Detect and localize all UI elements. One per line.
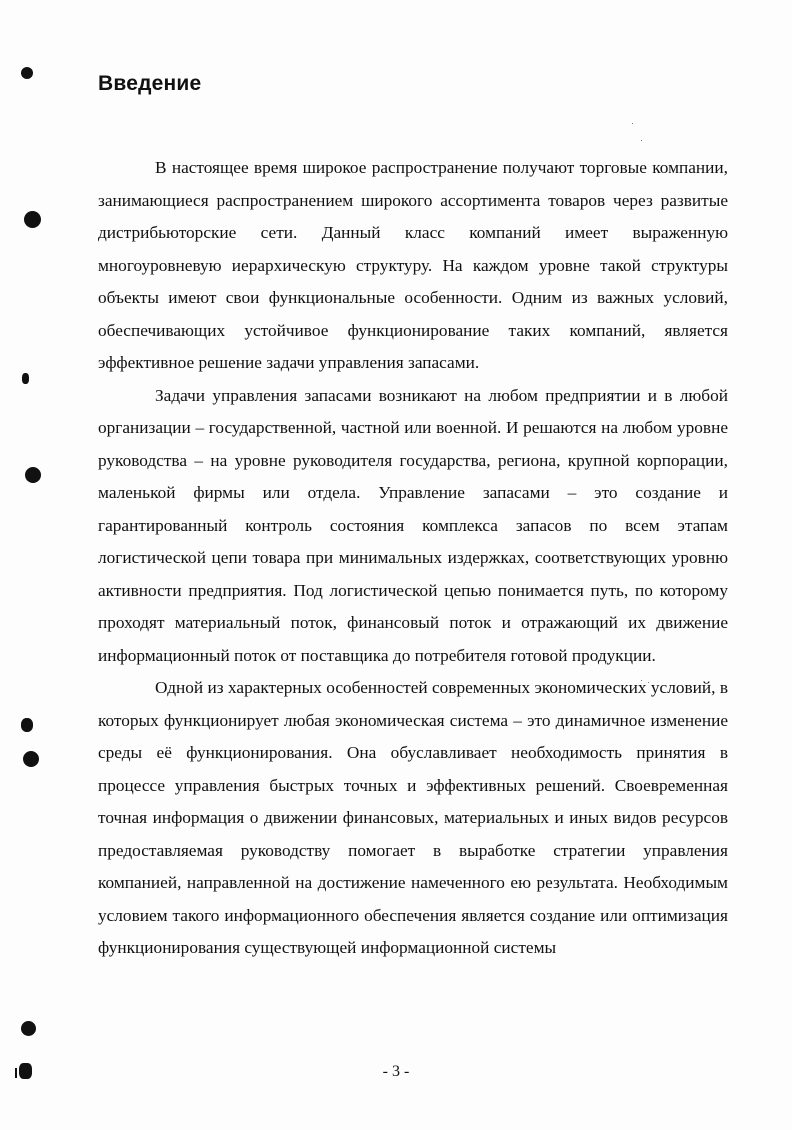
punch-hole-mark <box>24 211 41 228</box>
punch-hole-mark <box>21 67 33 79</box>
punch-hole-mark <box>23 751 39 767</box>
punch-hole-mark <box>21 1021 36 1036</box>
page-number: - 3 - <box>382 1063 410 1080</box>
paragraph: Задачи управления запасами возникают на любом предприятии и в любой организации – государственной, частной или военной. И решаются на любом уровне руководства – на уровне руководителя государства, региона, крупной корпорации, маленькой фирмы или отдела. Управление запасами – это создание и гарантированный контроль состояния комплекса запасов по всем этапам логистической цепи товара при минимальных издержках, соответствующих уровню активности предприятия. Под логистической цепью понимается путь, по которому проходят материальный поток, финансовый поток и отражающий их движение информационный поток от поставщика до потребителя готовой продукции. <box>98 385 728 665</box>
punch-hole-mark <box>25 467 41 483</box>
scan-speck <box>641 140 642 141</box>
scan-speck <box>632 123 633 124</box>
body-text <box>98 152 728 965</box>
section-heading: Введение <box>98 72 202 95</box>
scan-artifact-mark <box>21 718 33 732</box>
paragraph: Одной из характерных особенностей современных экономических условий, в которых функционирует любая экономическая система – это динамичное изменение среды её функционирования. Она обуславливает необходимость принятия в процессе управления быстрых точных и эффективных решений. Своевременная точная информация о движении финансовых, материальных и иных видов ресурсов предоставляемая руководству помогает в выработке стратегии управления компанией, направленной на достижение намеченного ею результата. Необходимым условием такого информационного обеспечения является создание или оптимизация функционирования существующей информационной системы <box>98 678 728 957</box>
scan-artifact-mark <box>22 373 29 384</box>
paragraph: В настоящее время широкое распространение получают торговые компании, занимающиеся распространением широкого ассортимента товаров через развитые дистрибьюторские сети. Данный класс компаний имеет выраженную многоуровневую иерархическую структуру. На каждом уровне такой структуры объекты имеют свои функциональные особенности. Одним из важных условий, обеспечивающих устойчивое функционирование таких компаний, является эффективное решение задачи управления запасами. <box>98 158 728 372</box>
